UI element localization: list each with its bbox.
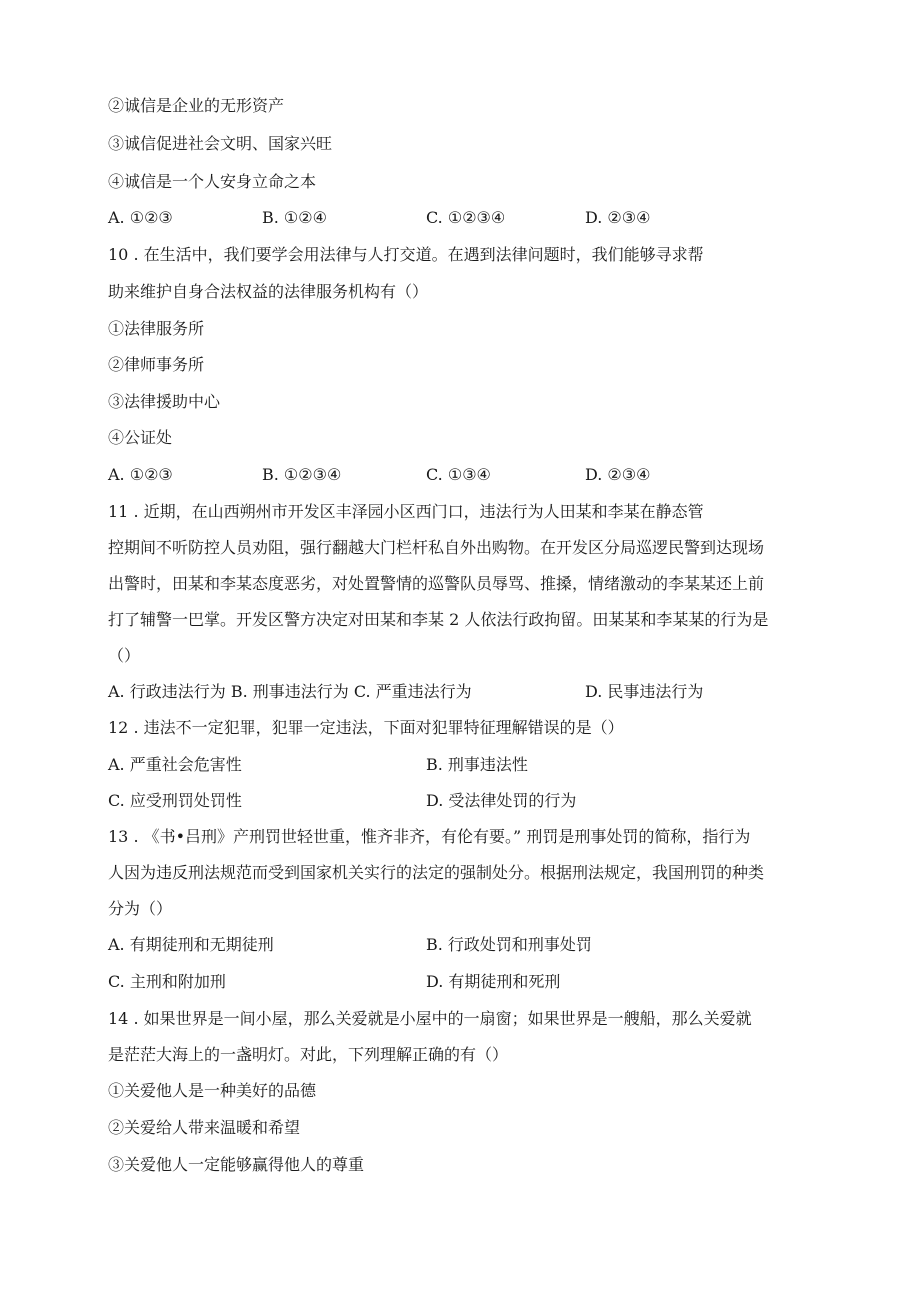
q14-item-3: ③关爱他人一定能够赢得他人的尊重	[108, 1155, 365, 1174]
q11-stem-line-3: 出警时，田某和李某态度恶劣，对处置警情的巡警队员辱骂、推搡，情绪激动的李某某还上前	[108, 574, 765, 593]
q10-item-2: ②律师事务所	[108, 355, 205, 374]
q13-option-c: C. 主刑和附加刑	[108, 972, 226, 991]
q14-stem-line-2: 是茫茫大海上的一盏明灯。对此，下列理解正确的有（）	[108, 1045, 509, 1064]
q13-option-d: D. 有期徒刑和死刑	[426, 972, 561, 991]
q11-stem-line-4: 打了辅警一巴掌。开发区警方决定对田某和李某 2 人依法行政拘留。田某某和李某某的行为是	[108, 610, 769, 629]
q9-item-3: ③诚信促进社会文明、国家兴旺	[108, 134, 333, 153]
q14-item-2: ②关爱给人带来温暖和希望	[108, 1118, 301, 1137]
q12-option-c: C. 应受刑罚处罚性	[108, 791, 242, 810]
q10-option-a: A. ①②③	[108, 465, 173, 484]
q11-options-abc: A. 行政违法行为 B. 刑事违法行为 C. 严重违法行为	[108, 682, 472, 701]
q13-option-a: A. 有期徒刑和无期徒刑	[108, 935, 274, 954]
q12-option-d: D. 受法律处罚的行为	[426, 791, 577, 810]
q9-option-b: B. ①②④	[262, 208, 327, 227]
q10-item-4: ④公证处	[108, 428, 173, 447]
q13-stem-line-3: 分为（）	[108, 899, 173, 918]
q13-stem-line-1: 13 . 《书•吕刑》产刑罚世轻世重，惟齐非齐，有伦有要。” 刑罚是刑事处罚的简称，指行为	[108, 827, 751, 846]
q14-stem-line-1: 14 . 如果世界是一间小屋，那么关爱就是小屋中的一扇窗；如果世界是一艘船，那么关爱就	[108, 1009, 752, 1028]
q10-item-3: ③法律援助中心	[108, 392, 221, 411]
q11-stem-line-1: 11 . 近期，在山西朔州市开发区丰泽园小区西门口，违法行为人田某和李某在静态管	[108, 502, 704, 521]
q9-option-d: D. ②③④	[585, 208, 651, 227]
q12-option-b: B. 刑事违法性	[426, 755, 528, 774]
q13-option-b: B. 行政处罚和刑事处罚	[426, 935, 592, 954]
q10-stem-line-2: 助来维护自身合法权益的法律服务机构有（）	[108, 282, 429, 301]
q11-stem-line-2: 控期间不听防控人员劝阻，强行翻越大门栏杆私自外出购物。在开发区分局巡逻民警到达现场	[108, 538, 765, 557]
q10-option-b: B. ①②③④	[262, 465, 342, 484]
q11-stem-line-5: （）	[108, 646, 141, 665]
q9-option-c: C. ①②③④	[426, 208, 506, 227]
q12-option-a: A. 严重社会危害性	[108, 755, 242, 774]
q14-item-1: ①关爱他人是一种美好的品德	[108, 1081, 317, 1100]
q11-option-d: D. 民事违法行为	[585, 682, 704, 701]
q13-stem-line-2: 人因为违反刑法规范而受到国家机关实行的法定的强制处分。根据刑法规定，我国刑罚的种类	[108, 863, 765, 882]
q10-option-d: D. ②③④	[585, 465, 651, 484]
q10-stem-line-1: 10 . 在生活中，我们要学会用法律与人打交道。在遇到法律问题时，我们能够寻求帮	[108, 245, 704, 264]
q9-item-2: ②诚信是企业的无形资产	[108, 96, 285, 115]
q9-option-a: A. ①②③	[108, 208, 173, 227]
q10-item-1: ①法律服务所	[108, 319, 205, 338]
q9-item-4: ④诚信是一个人安身立命之本	[108, 172, 317, 191]
q10-option-c: C. ①③④	[426, 465, 491, 484]
q12-stem-line-1: 12 . 违法不一定犯罪，犯罪一定违法，下面对犯罪特征理解错误的是（）	[108, 718, 624, 737]
